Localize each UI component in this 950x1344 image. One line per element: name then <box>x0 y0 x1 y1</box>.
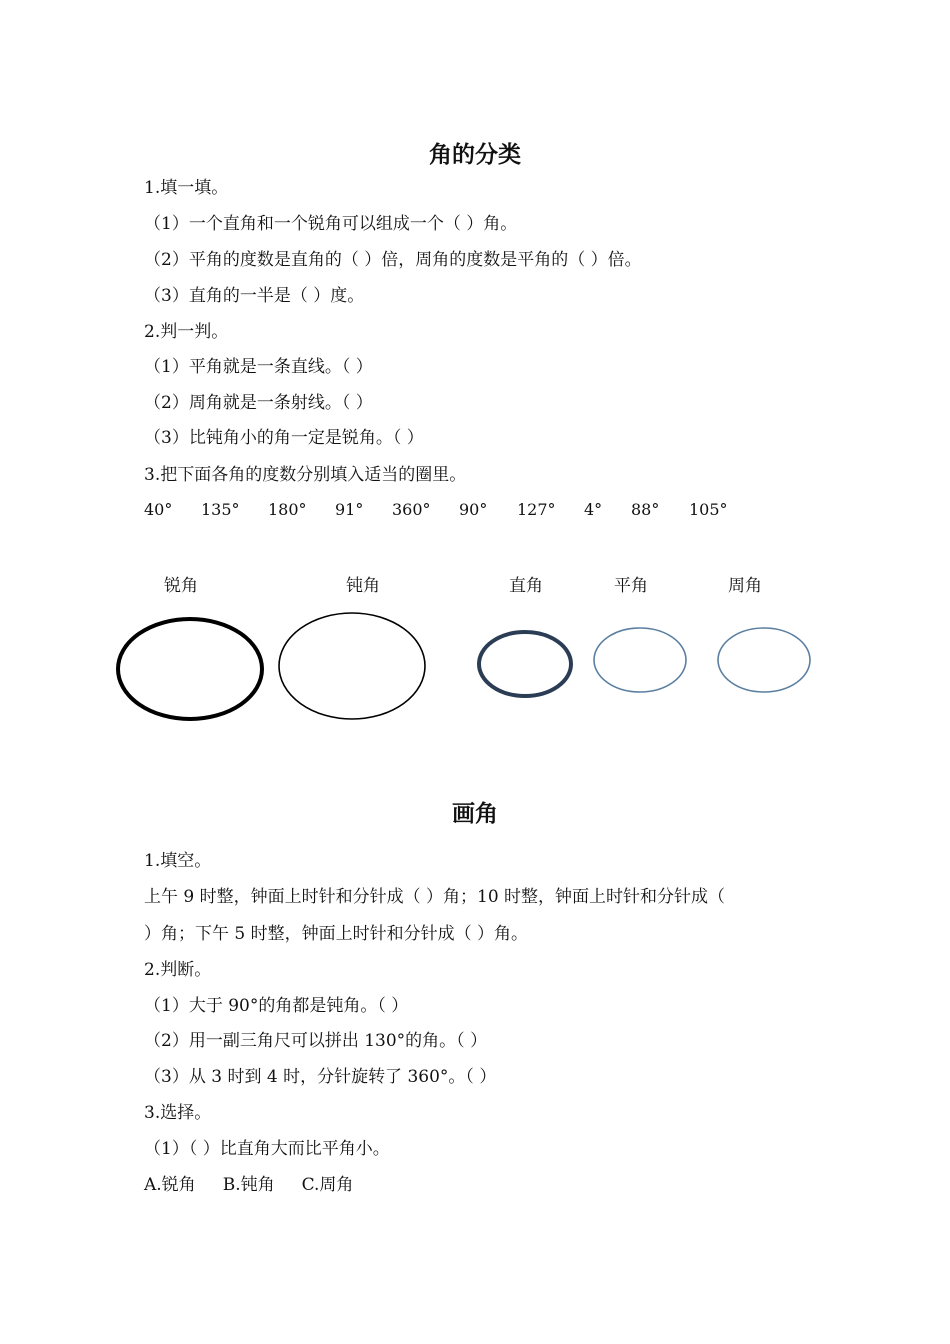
s2-q3-item-1: （1）（ ）比直角大而比平角小。 <box>144 1139 390 1159</box>
s2-q2-heading: 2.判断。 <box>144 960 212 980</box>
degree-value: 105° <box>689 500 728 519</box>
full-answer-circle[interactable] <box>718 628 810 692</box>
degree-value: 88° <box>631 500 660 519</box>
circle-label-obtuse: 钝角 <box>346 576 380 596</box>
s1-q2-item-1: （1）平角就是一条直线。（ ） <box>144 357 373 377</box>
acute-answer-circle[interactable] <box>118 619 262 719</box>
s1-q2-heading: 2.判一判。 <box>144 322 229 342</box>
s1-q1-item-3: （3）直角的一半是（ ）度。 <box>144 286 365 306</box>
s2-q1-line-2: ）角；下午 5 时整，钟面上时针和分针成（ ）角。 <box>144 924 529 944</box>
degree-value: 135° <box>201 500 240 519</box>
s1-q2-item-2: （2）周角就是一条射线。（ ） <box>144 393 373 413</box>
circle-label-full: 周角 <box>728 576 762 596</box>
circle-label-straight: 平角 <box>614 576 648 596</box>
degree-value: 127° <box>517 500 556 519</box>
s1-q1-item-2: （2）平角的度数是直角的（ ）倍，周角的度数是平角的（ ）倍。 <box>144 250 642 270</box>
s2-q1-heading: 1.填空。 <box>144 851 212 871</box>
right-answer-circle[interactable] <box>479 632 571 696</box>
s1-q1-item-1: （1）一个直角和一个锐角可以组成一个（ ）角。 <box>144 214 518 234</box>
s2-q2-item-2: （2）用一副三角尺可以拼出 130°的角。（ ） <box>144 1031 488 1051</box>
section2-title: 画角 <box>452 801 498 827</box>
s2-q3-options: A.锐角 B.钝角 C.周角 <box>144 1175 354 1195</box>
section1-title: 角的分类 <box>429 142 521 168</box>
degree-value: 91° <box>335 500 364 519</box>
straight-answer-circle[interactable] <box>594 628 686 692</box>
s2-q2-item-1: （1）大于 90°的角都是钝角。（ ） <box>144 996 409 1016</box>
s1-q1-heading: 1.填一填。 <box>144 178 229 198</box>
degree-value: 360° <box>392 500 431 519</box>
s2-q2-item-3: （3）从 3 时到 4 时，分针旋转了 360°。（ ） <box>144 1067 497 1087</box>
s1-q2-item-3: （3）比钝角小的角一定是锐角。（ ） <box>144 428 424 448</box>
degree-value: 4° <box>584 500 603 519</box>
answer-circles <box>0 600 950 740</box>
degree-value: 40° <box>144 500 173 519</box>
degree-value: 180° <box>268 500 307 519</box>
degree-list <box>144 500 784 522</box>
circle-label-acute: 锐角 <box>164 576 198 596</box>
s1-q3-heading: 3.把下面各角的度数分别填入适当的圈里。 <box>144 465 467 485</box>
s2-q3-heading: 3.选择。 <box>144 1103 212 1123</box>
degree-value: 90° <box>459 500 488 519</box>
obtuse-answer-circle[interactable] <box>279 613 425 719</box>
s2-q1-line-1: 上午 9 时整，钟面上时针和分针成（ ）角；10 时整，钟面上时针和分针成（ <box>144 887 726 907</box>
circle-label-right: 直角 <box>509 576 543 596</box>
